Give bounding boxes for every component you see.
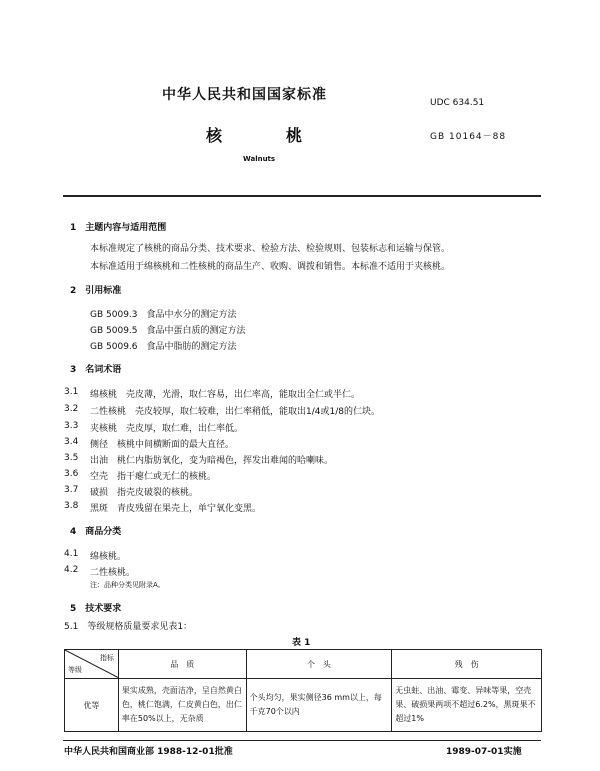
approval-info: 中华人民共和国商业部 1988-12-01批准 <box>64 747 233 757</box>
document-title: 核 桃 <box>206 126 303 145</box>
table-header-cell: 个 头 <box>246 650 392 679</box>
section-1-paragraph-1: 本标准规定了核桃的商品分类、技术要求、检验方法、检验规则、包装标志和运输与保管。 <box>90 244 451 254</box>
term-number: 3.7 <box>64 485 79 495</box>
reference-item: GB 5009.6 食品中脂肪的测定方法 <box>90 342 237 352</box>
section-1-paragraph-2: 本标准适用于绵核桃和二性核桃的商品生产、收购、调拨和销售。本标准不适用于夹核桃。 <box>90 262 451 272</box>
term-definition: 二性核桃 壳皮较厚，取仁较难，出仁率稍低，能取出1/4或1/8的仁块。 <box>90 407 380 417</box>
english-title: Walnuts <box>243 155 276 163</box>
category-number: 4.2 <box>64 565 79 575</box>
damage-cell: 无虫蛀、出油、霉变、异味等果，空壳果、破损果两项不超过6.2%，黑斑果不超过1% <box>392 679 542 732</box>
term-definition: 侧径 核桃中间横断面的最大直径。 <box>90 440 235 450</box>
table-header-cell: 残 伤 <box>392 650 542 679</box>
section-5-heading: 5 技术要求 <box>70 604 122 614</box>
grade-cell: 优等 <box>65 679 119 732</box>
footer-rule <box>63 740 541 741</box>
size-cell: 个头均匀，果实侧径36 mm以上，每千克70个以内 <box>246 679 392 732</box>
term-definition: 夹核桃 壳皮厚，取仁难，出仁率低。 <box>90 424 244 434</box>
category-note: 注：品种分类见附录A。 <box>90 581 165 589</box>
table-caption: 表 1 <box>292 638 311 648</box>
grade-spec-table <box>64 649 542 732</box>
term-number: 3.5 <box>64 453 79 463</box>
term-number: 3.3 <box>64 421 79 431</box>
quality-cell: 果实成熟，壳面洁净，呈自然黄白色，桃仁饱满，仁皮黄白色，出仁率在50%以上，无杂质 <box>118 679 246 732</box>
term-definition: 空壳 指干瘪仁或无仁的核桃。 <box>90 472 217 482</box>
reference-item: GB 5009.5 食品中蛋白质的测定方法 <box>90 326 246 336</box>
section-2-heading: 2 引用标准 <box>70 286 122 296</box>
section-1-heading: 1 主题内容与适用范围 <box>70 223 167 233</box>
term-definition: 出油 桃仁内脂肪氧化，变为暗褐色，挥发出难闻的哈喇味。 <box>90 456 334 466</box>
term-definition: 破损 指壳皮破裂的核桃。 <box>90 488 199 498</box>
header-rule <box>63 195 541 197</box>
table-header-row <box>65 650 542 679</box>
term-number: 3.2 <box>64 404 79 414</box>
term-number: 3.4 <box>64 437 79 447</box>
term-number: 3.1 <box>64 387 79 397</box>
reference-item: GB 5009.3 食品中水分的测定方法 <box>90 310 237 320</box>
section-3-heading: 3 名词术语 <box>70 365 122 375</box>
term-number: 3.6 <box>64 469 79 479</box>
implementation-date: 1989-07-01实施 <box>446 747 522 757</box>
standard-org-title: 中华人民共和国国家标准 <box>162 87 327 103</box>
corner-label-indicator: 指标 <box>99 654 114 662</box>
term-definition: 黑斑 青皮残留在果壳上，单宁氧化变黑。 <box>90 504 262 514</box>
corner-label-grade: 等级 <box>68 666 82 674</box>
category-text: 二性核桃。 <box>90 568 136 578</box>
category-number: 4.1 <box>64 549 79 559</box>
udc-code: UDC 634.51 <box>430 98 485 108</box>
gb-code: GB 10164－88 <box>430 132 507 142</box>
term-number: 3.8 <box>64 501 79 511</box>
table-corner-cell <box>65 650 119 679</box>
term-definition: 绵核桃 壳皮薄，光滑，取仁容易，出仁率高，能取出全仁或半仁。 <box>90 390 361 400</box>
table-header-cell: 品 质 <box>118 650 246 679</box>
table-row <box>65 679 542 732</box>
requirement-item: 5.1 等级规格质量要求见表1： <box>64 622 193 632</box>
section-4-heading: 4 商品分类 <box>70 527 122 537</box>
category-text: 绵核桃。 <box>90 552 127 562</box>
